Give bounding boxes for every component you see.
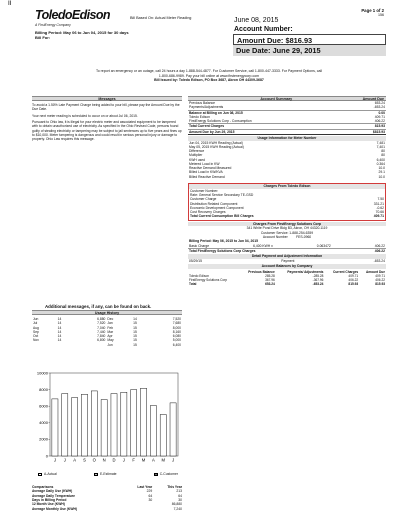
legend-label: C-Customer	[159, 472, 178, 476]
meter-usage-label: Billed Load in KW/KVA	[189, 170, 223, 175]
meter-usage-value: 6,400	[376, 157, 385, 162]
page-code: 156	[378, 13, 384, 18]
usage-history-cell: Apr	[107, 334, 113, 339]
comparison-last-year: 30	[148, 497, 153, 502]
usage-history-cell: 7,440	[97, 329, 106, 334]
account-summary-label: FirstEnergy Solutions Corp - Consumption	[189, 119, 252, 124]
chart-y-tick-label: 0	[45, 453, 48, 459]
account-summary-label: Total Current Charges	[189, 124, 225, 129]
chart-x-tick-label: M	[161, 457, 165, 463]
usage-history-cell: 14	[57, 321, 62, 326]
meter-usage-row	[188, 175, 386, 179]
page-indicator	[361, 8, 384, 17]
company-balances-header: Previous Balance	[248, 269, 275, 274]
amount-due-header: Amount Due	[362, 97, 384, 101]
messages-title: Messages	[32, 96, 182, 101]
company-balances-table	[188, 270, 386, 286]
chart-x-tick-label: D	[112, 457, 116, 463]
chart-x-tick-label: F	[132, 457, 135, 463]
account-summary-label: Amount Due by Jun 29, 2015	[189, 129, 235, 134]
comparisons-table	[32, 485, 182, 511]
chart-legend	[38, 472, 178, 476]
due-date-box	[233, 45, 386, 56]
usage-history-cell: 8,000	[172, 325, 181, 330]
usage-history-chart	[32, 368, 182, 468]
legend-label: A-Actual	[44, 472, 57, 476]
message-next-reading: Your next meter reading is scheduled to occur on or about Jul 06, 2015.	[32, 113, 138, 118]
chart-x-tick-label: J	[63, 457, 66, 463]
company-balances-header: Payments/ Adjustments	[287, 269, 324, 274]
toledo-charge-label: Customer Charge	[190, 197, 217, 202]
rate-label: Rate: General Service Secondary TE-GSD	[190, 193, 254, 198]
usage-history-cell: Feb	[107, 325, 114, 330]
fes-basic-charge-label: Basic Charge	[189, 243, 210, 248]
billing-period-text: Billing Period: May 06 to Jun 04, 2015 for 30 days	[35, 30, 129, 35]
fes-account-label: Account Number	[262, 235, 288, 240]
usage-history-cell: 15	[133, 329, 137, 334]
customer-number-label: Customer Number:	[190, 188, 219, 193]
account-summary-value: 653.24	[374, 101, 385, 105]
company-balances-cell: Toledo Edison	[189, 273, 210, 278]
fes-charges-section	[188, 222, 386, 253]
usage-history-cell: 8,160	[172, 329, 181, 334]
legend-item	[94, 472, 117, 476]
meter-usage-label: Billed Reactive Demand	[189, 174, 225, 179]
message-tampering: Pursuant to Ohio law, it is illegal for your electric meter and associated equipment to be tampered with to obtain unauthorized use of electricity. As specified in the Ohio Revised Code, persons found guilty of stealing electricity or tampering may be subject to jail sentences up to five years and fines up to $10,000. Meter tampering is dangerous and could result in serious personal injury or damage to property. Ohio Law requires this message.	[32, 120, 182, 142]
meter-usage-label: May 05, 2015 KWH Reading (Actual)	[189, 144, 244, 149]
meter-usage-value: 10.0	[378, 174, 385, 179]
usage-history-cell: May	[107, 338, 114, 343]
legend-label: E-Estimate	[99, 472, 117, 476]
company-balances-cell: Total	[189, 281, 197, 286]
toledo-charge-value: 7.50	[377, 197, 384, 202]
comparison-this-year: 30	[178, 497, 182, 502]
company-balances-row	[188, 282, 386, 286]
account-summary-value: 0.00	[378, 110, 385, 115]
meter-usage-value: 0.364	[376, 161, 385, 166]
fes-basic-amount: 406.22	[374, 243, 385, 248]
message-late-payment: To avoid a 1.50% Late Payment Charge being added to your bill, please pay the Amount Due by the Due Date.	[32, 103, 180, 112]
account-summary-label: Toledo Edison	[189, 114, 211, 119]
chart-bar	[91, 391, 97, 456]
amount-due-value: $816.93	[285, 36, 313, 45]
chart-x-tick-label: A	[73, 457, 77, 463]
messages-section	[32, 96, 182, 142]
payment-amount: -653.24	[373, 258, 385, 263]
last-year-header: Last Year	[137, 485, 153, 489]
meter-usage-value: 80	[381, 153, 385, 158]
usage-history-cell: 7,520	[97, 321, 106, 326]
account-summary-value: -653.24	[373, 105, 385, 110]
bill-for-label: Bill For:	[35, 35, 51, 41]
usage-history-cell: 14	[57, 329, 62, 334]
comparison-label: Average Daily Temperature	[32, 493, 75, 498]
comparisons-header: Comparisons	[32, 485, 54, 489]
chart-bar	[52, 399, 58, 456]
amount-due-label: Amount Due:	[237, 36, 284, 45]
chart-x-tick-label: M	[141, 457, 146, 463]
usage-history-cell: 15	[133, 325, 137, 330]
legend-item	[154, 472, 178, 476]
page-number: Page 1 of 2	[361, 8, 384, 13]
meter-usage-value: 29.1	[378, 170, 385, 175]
company-balances-header: Current Charges	[333, 269, 359, 274]
comparison-last-year: 64	[148, 493, 153, 498]
account-summary-rows	[188, 101, 386, 135]
chart-y-tick-label: 8000	[39, 386, 48, 392]
account-summary-value: 406.22	[374, 119, 385, 124]
emergency-line-2: 1-800-686-9989. Pay your bill online at www.firstenergycorp.com	[158, 73, 260, 78]
meter-usage-label: Difference	[189, 149, 205, 154]
usage-history-cell: 15	[133, 334, 137, 339]
account-summary-label: Previous Balance	[189, 101, 216, 105]
chart-x-tick-label: J	[53, 457, 56, 463]
fes-charges-title: Charges From FirstEnergy Solutions Corp	[188, 222, 386, 227]
usage-history-cell: 7,680	[172, 321, 181, 326]
chart-bar	[111, 394, 117, 456]
usage-history-cell: Jun	[33, 317, 39, 321]
due-date-value: June 29, 2015	[272, 46, 321, 55]
logo-text: ToledoEdison	[35, 8, 110, 22]
usage-history-cell: Nov	[33, 338, 39, 343]
legend-swatch	[154, 473, 158, 476]
fes-basic-kwh: 6,400 KWH x	[253, 243, 273, 248]
usage-history-cell: Dec	[107, 317, 114, 321]
meter-usage-label: KWH used	[189, 157, 205, 162]
chart-bar	[150, 406, 156, 456]
legend-item	[38, 472, 57, 476]
meter-usage-value: 7,401	[376, 144, 385, 149]
fes-billing-period-text: Billing Period: May 06, 2015 to Jun 04, 2015	[189, 239, 258, 244]
comparison-last-year: 229	[146, 489, 153, 494]
emergency-line-3: Bill Issued by: Toledo Edison, PO Box 3687, Akron OH 44309-3687	[154, 78, 264, 83]
additional-messages-note: Additional messages, if any, can be found on back.	[45, 304, 152, 309]
company-balances-cell: 406.22	[375, 277, 385, 282]
payment-detail-rows	[188, 259, 386, 263]
billing-period-header	[35, 30, 129, 40]
meter-usage-value: 10.0	[378, 166, 385, 171]
usage-history-cell: Oct	[33, 334, 39, 339]
account-summary-value: 815.93	[374, 124, 385, 129]
chart-bar	[81, 394, 87, 456]
chart-x-tick-label: J	[172, 457, 175, 463]
chart-bar	[62, 394, 68, 456]
usage-history-cell: Aug	[33, 325, 39, 330]
usage-history-cell: 6,880	[97, 317, 106, 321]
emergency-contact-banner	[30, 69, 388, 83]
company-balances-header: Amount Due	[366, 269, 385, 274]
chart-bar	[121, 392, 127, 456]
usage-history-cell	[32, 343, 57, 347]
account-number-label: Account Number:	[234, 26, 293, 33]
account-summary-title: Account Summary	[260, 97, 293, 101]
corner-mark: II	[8, 1, 12, 7]
usage-history-cell: Sep	[33, 329, 39, 334]
this-year-header: This Year	[167, 485, 182, 489]
usage-history-cell: 14	[57, 325, 62, 330]
usage-history-cell: 14	[57, 334, 62, 339]
chart-y-tick-label: 4000	[39, 420, 48, 426]
company-balances-title: Account Balances by Company	[188, 264, 386, 269]
usage-history-cell: 7,520	[172, 317, 181, 321]
usage-history-cell: 14	[133, 317, 137, 321]
toledo-charge-rows	[189, 197, 385, 214]
usage-history-cell: Mar	[107, 329, 114, 334]
company-balances-cell: FirstEnergy Solutions Corp	[189, 277, 228, 282]
chart-bar	[140, 388, 146, 456]
comparison-last-year	[122, 507, 152, 511]
due-date-label: Due Date:	[236, 46, 271, 55]
meter-usage-value: 80	[381, 149, 385, 154]
bill-date: June 08, 2015	[234, 17, 279, 24]
fes-total-label: Total FirstEnergy Solutions Corp Charges	[189, 248, 256, 253]
company-balances-cell: -653.24	[312, 281, 324, 286]
chart-y-tick-label: 6000	[39, 403, 48, 409]
legend-swatch	[38, 473, 42, 476]
usage-history-cell: 14	[57, 338, 62, 343]
usage-history-cell: 15	[133, 338, 137, 343]
payment-date: 05/29/15	[189, 258, 203, 263]
company-balances-cell: 285.28	[265, 273, 275, 278]
usage-history-cell: 5,000	[172, 338, 181, 343]
account-summary-label: Payments/Adjustments	[189, 105, 224, 110]
chart-bar	[72, 398, 78, 456]
chart-x-tick-label: A	[151, 457, 155, 463]
chart-y-tick-label: 2000	[39, 436, 48, 442]
usage-history-cell: 7,040	[97, 325, 106, 330]
emergency-line-1: To report an emergency or an outage, call 24 hours a day 1-888-544-4877. For Customer Service, call 1-800-447-3333. For Payment Options, call	[95, 69, 323, 73]
fes-account-code: FES-0960	[296, 235, 312, 240]
comparison-label: Days in Billing Period	[32, 497, 67, 502]
usage-history-table	[32, 317, 182, 347]
meter-usage-title: Usage Information for Meter Number	[188, 136, 386, 141]
meter-usage-label: Jun 04, 2015 KWH Reading (Actual)	[189, 140, 243, 145]
toledo-charge-value: -0.62	[376, 205, 384, 210]
usage-history-section	[32, 310, 182, 347]
chart-x-tick-label: J	[122, 457, 125, 463]
toledo-total-row	[189, 214, 385, 218]
usage-history-cell: 14	[57, 317, 62, 321]
company-balances-cell: -367.96	[312, 277, 324, 282]
toledo-charge-label: Distribution Related Component	[190, 201, 238, 206]
messages-body	[32, 103, 182, 142]
toledo-charge-value: 331.21	[373, 201, 384, 206]
comparison-label: 12 Month Use (KWH)	[32, 502, 65, 507]
meter-usage-label: Metered Load in KW	[189, 161, 220, 166]
company-balances-cell: 406.22	[348, 277, 359, 282]
chart-bar	[170, 403, 176, 456]
chart-bar	[131, 390, 137, 456]
payment-row	[188, 259, 386, 263]
account-summary-value: $815.93	[372, 129, 385, 134]
payment-detail-title: Detail Payment and Adjustment Information	[188, 254, 386, 259]
company-balances-cell: 815.93	[348, 281, 359, 286]
comparison-label: Average Daily Use (KWH)	[32, 489, 73, 494]
toledo-charges-title: Charges From Toledo Edison	[189, 184, 385, 189]
usage-history-cell: 15	[133, 342, 137, 347]
comparison-this-year: 64	[178, 493, 182, 498]
company-balances-cell: 409.71	[348, 273, 359, 278]
company-balances-cell: 367.96	[265, 277, 275, 282]
company-balances-cell: 653.24	[265, 281, 275, 286]
comparison-this-year: 213	[176, 489, 182, 494]
usage-history-cell: Jul	[33, 321, 38, 326]
fes-customer-service: Customer Service: 1-888-254-6359	[260, 230, 314, 235]
comparison-this-year: 86,880	[171, 502, 182, 507]
account-summary-value: 409.71	[374, 114, 385, 119]
usage-history-row	[32, 343, 182, 347]
toledo-charges-highlight	[188, 183, 386, 221]
comparisons-section	[32, 485, 182, 511]
company-balances-cell: 409.71	[375, 273, 385, 278]
comparison-this-year: 7,240	[173, 506, 182, 511]
company-balances-cell: -285.28	[312, 273, 324, 278]
account-details-column	[188, 96, 386, 286]
fes-basic-rate: 0.063472	[316, 243, 331, 248]
usage-history-cell: Jun	[107, 342, 113, 347]
meter-usage-rows	[188, 141, 386, 179]
usage-history-cell	[57, 343, 75, 347]
fes-total-row	[188, 248, 386, 253]
usage-history-cell: 6,800	[97, 338, 106, 343]
usage-history-title: Usage History	[32, 310, 182, 315]
meter-usage-label: Reactive Demand Measured	[189, 166, 232, 171]
fes-total-value: 406.22	[374, 248, 385, 253]
toledo-charge-value: 70.66	[375, 210, 384, 215]
account-summary-label: Balance at Billing on Jun 08, 2015	[189, 110, 243, 115]
toledo-charge-label: Economic Development Component	[190, 205, 244, 210]
logo-subtitle: A FirstEnergy Company	[35, 22, 71, 27]
toledo-charge-label: Cost Recovery Charges	[190, 210, 226, 215]
company-balances-cell: 815.93	[375, 281, 385, 286]
meter-usage-value: 7,481	[376, 140, 385, 145]
comparison-row	[32, 507, 182, 511]
comparison-label: Average Monthly Use (KWH)	[32, 506, 78, 511]
payment-desc: Payment	[281, 258, 295, 263]
chart-x-tick-label: O	[92, 457, 96, 463]
legend-swatch	[94, 473, 98, 476]
meter-usage-label: Multiplier	[189, 153, 203, 158]
chart-x-tick-label: S	[83, 457, 86, 463]
usage-history-cell: 15	[133, 321, 137, 326]
usage-history-cell: 6,080	[172, 334, 181, 339]
amount-due-box	[233, 34, 386, 45]
company-logo	[35, 9, 119, 27]
chart-x-tick-label: N	[102, 457, 106, 463]
usage-history-cell: 7,840	[97, 334, 106, 339]
chart-bar	[101, 400, 107, 456]
fes-address: 341 White Pond Drive Bldg B3, Akron, OH 44320-1119	[246, 226, 328, 231]
usage-history-cell: Jan	[107, 321, 113, 326]
account-summary-row	[188, 129, 386, 135]
chart-y-tick-label: 10000	[36, 370, 48, 376]
usage-history-cell	[74, 343, 106, 347]
toledo-total-value: 409.71	[373, 214, 384, 219]
usage-history-cell: 6,400	[172, 342, 181, 347]
chart-bar	[160, 415, 166, 457]
toledo-total-label: Total Current Consumption Bill Charges	[190, 214, 254, 219]
bill-basis: Bill Based On: Actual Meter Reading	[130, 16, 192, 20]
